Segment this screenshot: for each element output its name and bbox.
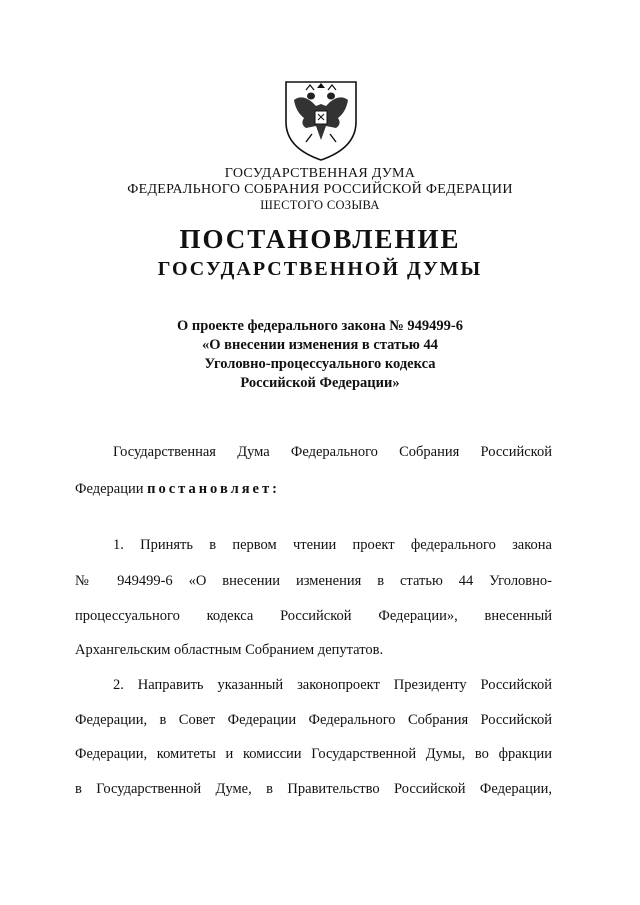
item-2-line-3: Федерации, комитеты и комиссии Государственной Думы, во фракции [75,746,552,762]
about-line-4: Российской Федерации» [240,375,400,391]
about-line-1: О проекте федерального закона № 949499-6 [176,318,464,334]
item-1-line-2: № 949499-6 «О внесении изменения в статью 44 Уголовно- [75,573,552,589]
item-2-line-4: в Государственной Думе, в Правительство Российской Федерации, [75,781,552,797]
item-1-line-3: процессуального кодекса Российской Федерации», внесенный [75,608,552,624]
item-1-line-1: 1. Принять в первом чтении проект федерального закона [113,537,552,553]
issuer-line-2: ФЕДЕРАЛЬНОГО СОБРАНИЯ РОССИЙСКОЙ ФЕДЕРАЦИИ [127,182,513,197]
preamble-line-2-start: Федерации [75,481,148,497]
resolves-word: постановляет: [147,481,280,497]
item-2-line-1: 2. Направить указанный законопроект Президенту Российской [113,677,552,693]
about-line-2: «О внесении изменения в статью 44 [201,337,438,353]
document-title: ПОСТАНОВЛЕНИЕ [179,224,461,254]
document-subtitle: ГОСУДАРСТВЕННОЙ ДУМЫ [157,258,483,280]
issuer-line-1: ГОСУДАРСТВЕННАЯ ДУМА [224,166,416,181]
item-2-line-2: Федерации, в Совет Федерации Федерального Собрания Российской [75,712,552,728]
preamble-line-2 [75,481,552,498]
preamble-line-1: Государственная Дума Федерального Собрания Российской [113,444,552,460]
about-line-3: Уголовно-процессуального кодекса [204,356,436,372]
item-1-line-4: Архангельским областным Собранием депутатов. [75,642,384,658]
convocation-line: ШЕСТОГО СОЗЫВА [260,198,380,212]
coat-of-arms-emblem [282,78,360,162]
